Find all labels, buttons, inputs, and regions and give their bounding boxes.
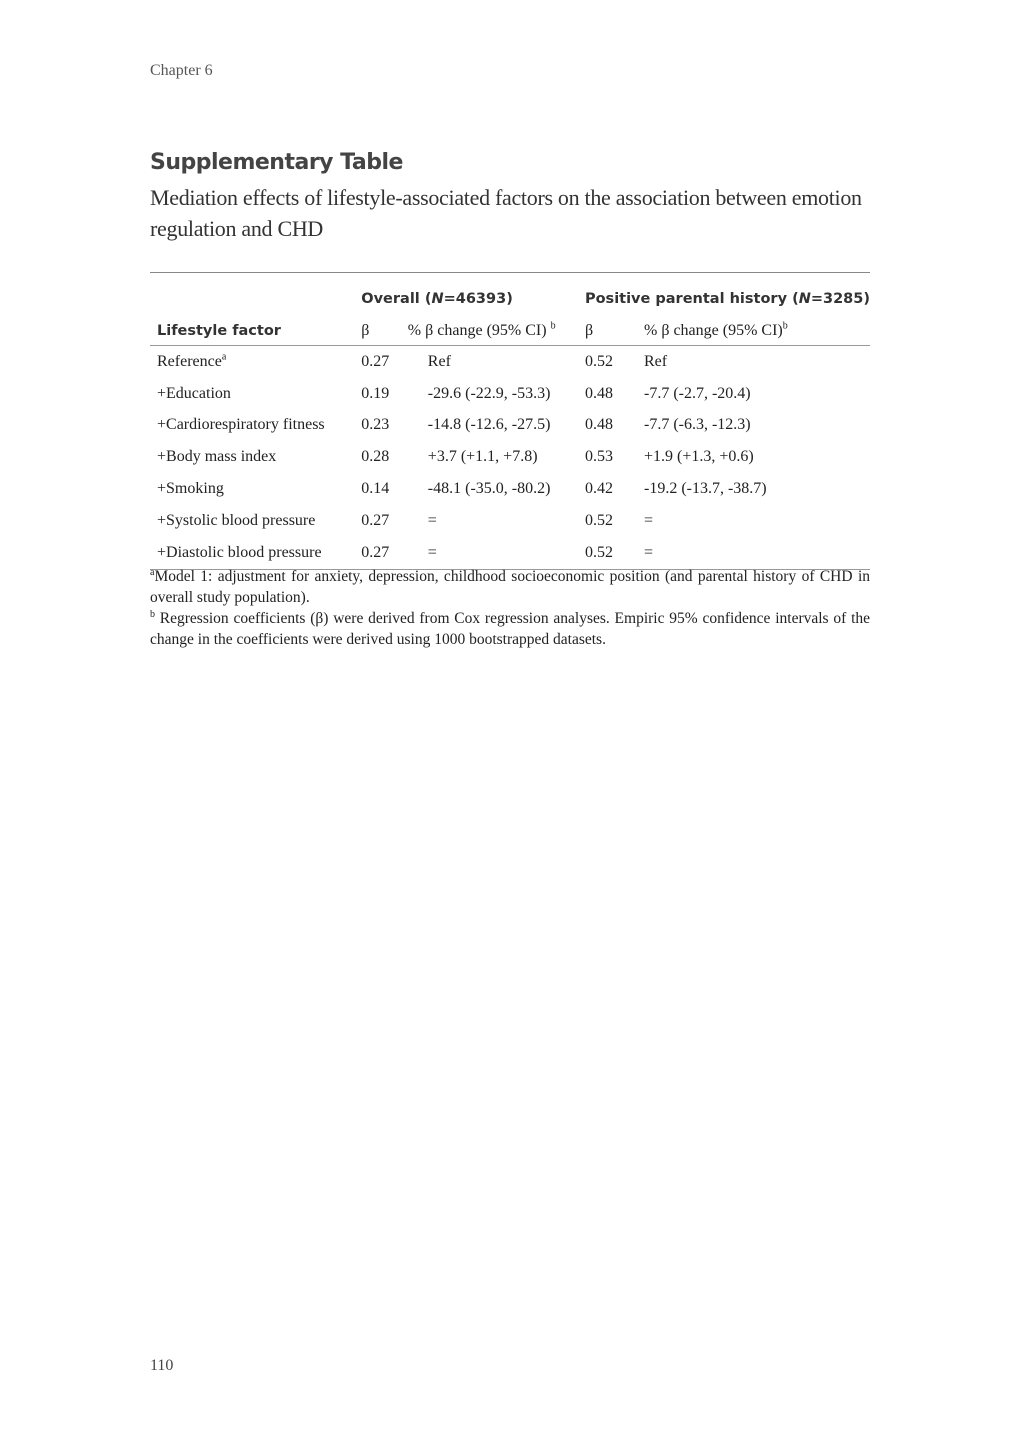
footnote-b (150, 608, 870, 650)
group-header-parental (585, 273, 870, 318)
col-change-overall-sup: b (550, 320, 556, 332)
group-parental-prefix: Positive parental history ( (584, 291, 799, 307)
footnote-b-mark: b (150, 608, 155, 620)
col-header-factor: Lifestyle factor (150, 317, 361, 346)
row-change-parental: Ref (643, 352, 668, 370)
group-overall-suffix: =46393) (443, 291, 513, 307)
group-parental-n: N (798, 291, 811, 307)
footnote-a-mark: a (150, 566, 155, 578)
row-change-overall: Ref (427, 352, 451, 370)
table-row (150, 537, 870, 569)
group-overall-n: N (431, 291, 444, 307)
col-header-change-parental (644, 317, 870, 346)
group-header-row (150, 273, 870, 318)
row-factor: +Diastolic blood pressure (150, 537, 361, 569)
col-header-change-overall (408, 317, 585, 346)
row-beta-parental: 0.52 (585, 537, 644, 569)
group-overall-prefix: Overall ( (361, 291, 432, 307)
col-change-parental-label: % β change (95% CI) (643, 322, 783, 339)
row-beta-overall: 0.27 (361, 537, 408, 569)
row-beta-overall: 0.23 (361, 416, 390, 434)
row-beta-parental: 0.48 (584, 416, 613, 434)
row-change-overall: = (408, 537, 585, 569)
row-factor: +Cardiorespiratory fitness (157, 416, 325, 434)
mediation-table-wrapper (150, 272, 870, 570)
row-change-overall: = (427, 511, 437, 529)
row-change-parental: = (644, 537, 870, 569)
col-change-parental-sup: b (782, 320, 788, 332)
row-factor: +Smoking (157, 480, 224, 498)
col-header-beta-overall: β (361, 317, 408, 346)
table-row (150, 441, 870, 473)
row-factor: +Body mass index (157, 448, 277, 466)
row-change-overall: -14.8 (-12.6, -27.5) (427, 416, 551, 434)
row-change-parental: -7.7 (-6.3, -12.3) (643, 416, 751, 434)
reference-sup: a (221, 351, 227, 363)
empty-header-cell (150, 273, 361, 318)
table-row (150, 410, 870, 442)
row-change-overall: +3.7 (+1.1, +7.8) (427, 448, 538, 466)
row-beta-overall: 0.14 (361, 480, 390, 498)
footnote-a-text: Model 1: adjustment for anxiety, depression, childhood socioeconomic position (and parental history of CHD in overall study population). (150, 568, 870, 606)
table-heading: Supplementary Table (150, 150, 403, 175)
row-factor-label: Reference (157, 352, 222, 370)
group-header-overall (361, 273, 585, 318)
row-change-parental: = (643, 511, 654, 529)
row-factor (150, 346, 361, 378)
page-number: 110 (150, 1357, 174, 1374)
row-beta-parental: 0.52 (584, 511, 613, 529)
running-head: Chapter 6 (150, 62, 213, 79)
group-parental-suffix: =3285) (810, 291, 870, 307)
table-row (150, 378, 870, 410)
row-factor: +Education (157, 384, 231, 402)
row-beta-parental: 0.42 (584, 480, 613, 498)
col-change-overall-label: % β change (95% CI) (407, 322, 547, 339)
row-factor: +Systolic blood pressure (157, 511, 316, 529)
row-beta-overall: 0.19 (361, 384, 390, 402)
footnote-b-text: Regression coefficients (β) were derived from Cox regression analyses. Empiric 95% confidence intervals of the change in the coefficients were derived using 1000 bootstrapped datasets. (150, 610, 870, 648)
mediation-table (150, 272, 870, 570)
row-change-parental: -19.2 (-13.7, -38.7) (643, 480, 767, 498)
row-beta-overall: 0.27 (361, 511, 390, 529)
column-header-row (150, 317, 870, 346)
row-change-overall: -48.1 (-35.0, -80.2) (427, 480, 551, 498)
row-beta-parental: 0.52 (584, 352, 613, 370)
table-row (150, 346, 870, 378)
footnote-a (150, 566, 870, 608)
row-beta-parental: 0.53 (584, 448, 613, 466)
row-change-parental: -7.7 (-2.7, -20.4) (643, 384, 751, 402)
row-change-parental: +1.9 (+1.3, +0.6) (643, 448, 754, 466)
table-row (150, 505, 870, 537)
row-beta-overall: 0.28 (361, 448, 390, 466)
table-footnotes (150, 566, 870, 650)
table-row (150, 473, 870, 505)
row-beta-overall: 0.27 (361, 352, 390, 370)
col-header-beta-parental: β (585, 317, 644, 346)
row-change-overall: -29.6 (-22.9, -53.3) (427, 384, 551, 402)
table-subtitle: Mediation effects of lifestyle-associated factors on the association between emotion regulation and CHD (150, 185, 862, 241)
row-beta-parental: 0.48 (584, 384, 613, 402)
